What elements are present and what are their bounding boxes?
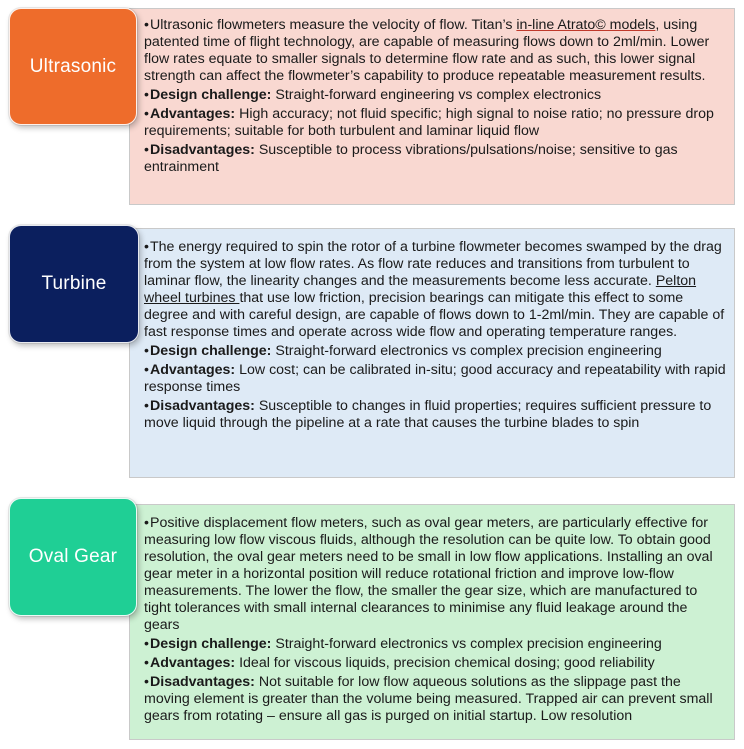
ultrasonic-panel	[129, 8, 735, 205]
advantages-label: Advantages:	[150, 362, 236, 378]
advantages-text: High accuracy; not fluid specific; high signal to noise ratio; no pressure drop requirements; suitable for both turbulent and laminar liquid flow	[144, 106, 714, 139]
oval-gear-intro: •Positive displacement flow meters, such as oval gear meters, are particularly effective for measuring low flow viscous fluids, although the resolution can be quite low. To obtain good resolution, the oval gear meters need to be small in low flow applications. Installing an oval gear meter in a horizontal position will reduce rotational friction and improve low-flow measurements. The lower the flow, the smaller the gear size, which are manufactured to tight tolerances with small internal clearances to minimise any fluid leakage around the gears	[144, 515, 713, 633]
pelton-wheel-link[interactable]: Pelton wheel turbines	[144, 273, 697, 306]
disadvantages-label: Disadvantages:	[150, 398, 255, 414]
ultrasonic-tab	[9, 8, 137, 125]
oval-gear-disadvantages: •Disadvantages: Not suitable for low flow aqueous solutions as the slippage past the moving element is greater than the volume being measured. Trapped air can prevent small gears from rotating – ensure all gas is purged on initial startup. Low resolution	[144, 674, 713, 724]
turbine-disadvantages: •Disadvantages: Susceptible to changes in fluid properties; requires sufficient pressure to move liquid through the pipeline at a rate that causes the turbine blades to spin	[144, 398, 712, 431]
ultrasonic-design-challenge: •Design challenge: Straight-forward engineering vs complex electronics	[144, 87, 602, 103]
turbine-intro-text-end: that use low friction, precision bearings can mitigate this effect to some degree and with careful design, are capable of flows down to 1-2ml/min. They are capable of fast response times and operate across wide flow and operating temperature ranges.	[144, 290, 725, 340]
design-challenge-text: Straight-forward electronics vs complex precision engineering	[271, 343, 662, 359]
design-challenge-text: Straight-forward electronics vs complex precision engineering	[271, 636, 662, 652]
oval-gear-intro-text: Positive displacement flow meters, such as oval gear meters, are particularly effective for measuring low flow viscous fluids, although the resolution can be quite low. To obtain good resolution, the oval gear meters need to be small in low flow applications. Installing an oval gear meter in a horizontal position will reduce rotational friction and improve low-flow measurements. The lower the flow, the smaller the gear size, which are manufactured to tight tolerances with small internal clearances to minimise any fluid leakage around the gears	[144, 515, 713, 633]
turbine-design-challenge: •Design challenge: Straight-forward electronics vs complex precision engineering	[144, 343, 662, 359]
ultrasonic-intro: •Ultrasonic flowmeters measure the velocity of flow. Titan’s in-line Atrato© models, using patented time of flight technology, are capable of measuring flows down to 2ml/min. Lower flow rates equate to smaller signals to determine flow rate and as such, this lower signal strength can affect the flowmeter’s capability to produce repeatable measurement results.	[144, 17, 710, 84]
ultrasonic-intro-text: Ultrasonic flowmeters measure the velocity of flow. Titan’s	[150, 17, 517, 33]
turbine-intro: •The energy required to spin the rotor of a turbine flowmeter becomes swamped by the drag from the system at low flow rates. As flow rate reduces and transitions from turbulent to laminar flow, the linearity changes and the measurements become less accurate. Pelton wheel turbines that use low friction, precision bearings can mitigate this effect to some degree and with careful design, are capable of flows down to 1-2ml/min. They are capable of fast response times and operate across wide flow and operating temperature ranges.	[144, 239, 725, 340]
advantages-label: Advantages:	[150, 106, 236, 122]
turbine-tab	[9, 225, 139, 343]
ultrasonic-disadvantages: •Disadvantages: Susceptible to process vibrations/pulsations/noise; sensitive to gas entrainment	[144, 142, 678, 175]
turbine-tab-label: Turbine	[41, 273, 107, 294]
disadvantages-label: Disadvantages:	[150, 674, 255, 690]
atrato-models-link[interactable]: in-line Atrato© models	[516, 17, 656, 33]
disadvantages-text: Not suitable for low flow aqueous solutions as the slippage past the moving element is greater than the volume being measured. Trapped air can prevent small gears from rotating – ensure all gas is purged on initial startup. Low resolution	[144, 674, 713, 724]
design-challenge-label: Design challenge:	[150, 87, 272, 103]
oval-gear-panel	[129, 504, 735, 740]
turbine-panel	[129, 228, 735, 478]
oval-gear-tab	[9, 498, 137, 616]
turbine-advantages: •Advantages: Low cost; can be calibrated in-situ; good accuracy and repeatability with rapid response times	[144, 362, 726, 395]
advantages-label: Advantages:	[150, 655, 236, 671]
ultrasonic-tab-label: Ultrasonic	[29, 55, 117, 77]
oval-gear-advantages: •Advantages: Ideal for viscous liquids, precision chemical dosing; good reliability	[144, 655, 655, 671]
disadvantages-label: Disadvantages:	[150, 142, 255, 158]
ultrasonic-intro-text-end: , using patented time of flight technology, are capable of measuring flows down to 2ml/min. Lower flow rates equate to smaller signals to determine flow rate and as such, this lower signal strength can affect the flowmeter’s capability to produce repeatable measurement results.	[144, 17, 710, 84]
design-challenge-text: Straight-forward engineering vs complex electronics	[271, 87, 602, 103]
oval-gear-tab-label: Oval Gear	[28, 546, 118, 567]
oval-gear-design-challenge: •Design challenge: Straight-forward electronics vs complex precision engineering	[144, 636, 662, 652]
design-challenge-label: Design challenge:	[150, 636, 272, 652]
design-challenge-label: Design challenge:	[150, 343, 272, 359]
disadvantages-text: Susceptible to process vibrations/pulsations/noise; sensitive to gas entrainment	[144, 142, 678, 175]
turbine-intro-text: The energy required to spin the rotor of a turbine flowmeter becomes swamped by the drag from the system at low flow rates. As flow rate reduces and transitions from turbulent to laminar flow, the linearity changes and the measurements become less accurate.	[144, 239, 722, 289]
advantages-text: Ideal for viscous liquids, precision chemical dosing; good reliability	[235, 655, 655, 671]
advantages-text: Low cost; can be calibrated in-situ; good accuracy and repeatability with rapid response times	[144, 362, 726, 395]
disadvantages-text: Susceptible to changes in fluid properties; requires sufficient pressure to move liquid through the pipeline at a rate that causes the turbine blades to spin	[144, 398, 712, 431]
ultrasonic-advantages: •Advantages: High accuracy; not fluid specific; high signal to noise ratio; no pressure drop requirements; suitable for both turbulent and laminar liquid flow	[144, 106, 714, 139]
